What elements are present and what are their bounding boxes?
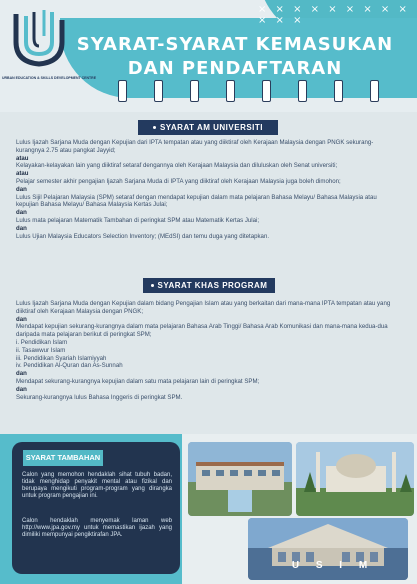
syarat-khas-text <box>16 300 401 401</box>
khas-and-2: dan <box>16 370 27 378</box>
khas-conjunction-1 <box>16 316 401 324</box>
tambahan-paragraph-1: Calon yang memohon hendaklah sihat tubuh badan, tidak menghidap penyakit mental atau fizikal dan berupaya mengikuti program-program yang dirangka untuk program pengajian ini. <box>22 472 172 499</box>
tambahan-paragraph-2: Calon hendaklah menyemak laman web http://www.jpa.gov.my untuk memastikan ijazah yang dimiliki mempunyai pengiktirafan JPA. <box>22 518 172 538</box>
logo-icon <box>8 8 70 70</box>
am-conjunction-5 <box>16 225 401 233</box>
am-conjunction-4 <box>16 209 401 217</box>
section-heading-am-label: SYARAT AM UNIVERSITI <box>159 123 264 132</box>
binder-ring <box>298 80 307 102</box>
section-heading-tambahan: SYARAT TAMBAHAN <box>23 450 103 466</box>
khas-paragraph-2: Mendapat kepujian sekurang-kurangnya dalam mata pelajaran Bahasa Arab Tinggi/ Bahasa Arab Komunikasi dan mana-mana kedua-dua daripada mata pelajaran berikut di peringkat SPM; <box>16 323 388 339</box>
am-and-2: dan <box>16 209 27 217</box>
am-paragraph-1: Lulus Ijazah Sarjana Muda dengan Kepujian dari IPTA tempatan atau yang diiktiraf oleh Kerajaan Malaysia dengan PNGK sekurang-kurangnya 2.75 atau pangkat Jayyid; <box>16 139 374 154</box>
binder-ring <box>262 80 271 102</box>
am-paragraph-6: Lulus Ujian Malaysia Educators Selection Inventory; (MEdSI) dan temu duga yang ditetapkan. <box>16 232 270 240</box>
khas-paragraph-1: Lulus Ijazah Sarjana Muda dengan Kepujian dalam bidang Pengajian Islam atau yang berkaitan dari mana-mana IPTA tempatan atau yang diiktiraf oleh Kerajaan Malaysia dengan PNGK; <box>16 300 391 315</box>
mosque-image <box>296 442 414 516</box>
section-heading-khas-label: SYARAT KHAS PROGRAM <box>157 281 268 290</box>
logo-caption: URBAN EDUCATION & SKILLS DEVELOPMENT CENTRE <box>2 76 97 80</box>
khas-list-item: iii. Pendidikan Syariah Islamiyyah <box>16 354 107 362</box>
binder-ring <box>154 80 163 102</box>
building-image <box>188 442 292 516</box>
binder-rings <box>98 80 398 100</box>
campus-photo-building <box>188 442 292 516</box>
section-heading-khas <box>143 278 275 293</box>
khas-conjunction-2 <box>16 370 401 378</box>
khas-and-3: dan <box>16 385 27 393</box>
campus-photos <box>182 440 417 584</box>
page-title-line-2: DAN PENDAFTARAN <box>127 58 343 79</box>
page-title-line-1: SYARAT-SYARAT KEMASUKAN <box>76 34 394 55</box>
am-conjunction-3 <box>16 186 401 194</box>
khas-list-item: i. Pendidikan Islam <box>16 338 68 346</box>
campus-photo-mosque <box>296 442 414 516</box>
khas-and-1: dan <box>16 315 27 323</box>
khas-list-item: iv. Pendidikan Al-Quran dan As-Sunnah <box>16 362 123 370</box>
bullet-icon <box>151 284 154 287</box>
section-heading-am <box>138 120 278 135</box>
am-or-1: atau <box>16 154 29 162</box>
bullet-icon <box>153 126 156 129</box>
am-paragraph-4: Lulus Sijil Pelajaran Malaysia (SPM) setaraf dengan mendapat kepujian dalam mata pelajaran Bahasa Melayu/ Bahasa Malaysia atau kepujian Bahasa Melayu/ Bahasa Malaysia Kertas Julai; <box>16 193 377 209</box>
khas-list-item: ii. Tasawwur Islam <box>16 346 66 354</box>
am-paragraph-3: Pelajar semester akhir pengajian Ijazah Sarjana Muda di IPTA yang diiktiraf oleh Kerajaan Malaysia juga boleh dimohon; <box>16 177 341 185</box>
khas-paragraph-4: Sekurang-kurangnya lulus Bahasa Inggeris di peringkat SPM. <box>16 393 183 401</box>
syarat-am-text <box>16 139 401 240</box>
am-conjunction-2 <box>16 170 401 178</box>
am-and-3: dan <box>16 224 27 232</box>
binder-ring <box>226 80 235 102</box>
am-conjunction-1 <box>16 155 401 163</box>
campus-sign: U S I M <box>291 560 375 571</box>
binder-ring <box>334 80 343 102</box>
am-and-1: dan <box>16 185 27 193</box>
bottom-section <box>0 434 417 584</box>
am-paragraph-5: Lulus mata pelajaran Matematik Tambahan di peringkat SPM atau Matematik Kertas Julai; <box>16 216 260 224</box>
binder-ring <box>190 80 199 102</box>
binder-ring <box>118 80 127 102</box>
am-paragraph-2: Kelayakan-kelayakan lain yang diiktiraf setaraf dengannya oleh Kerajaan Malaysia dan diluluskan oleh Senat universiti; <box>16 162 338 170</box>
decorative-x-marks: × × × × × × × × × × × × <box>258 4 410 26</box>
requirements-content <box>0 112 417 434</box>
am-or-2: atau <box>16 170 29 178</box>
khas-conjunction-3 <box>16 386 401 394</box>
binder-ring <box>370 80 379 102</box>
khas-paragraph-3: Mendapat sekurang-kurangnya kepujian dalam satu mata pelajaran lain di peringkat SPM; <box>16 377 260 385</box>
